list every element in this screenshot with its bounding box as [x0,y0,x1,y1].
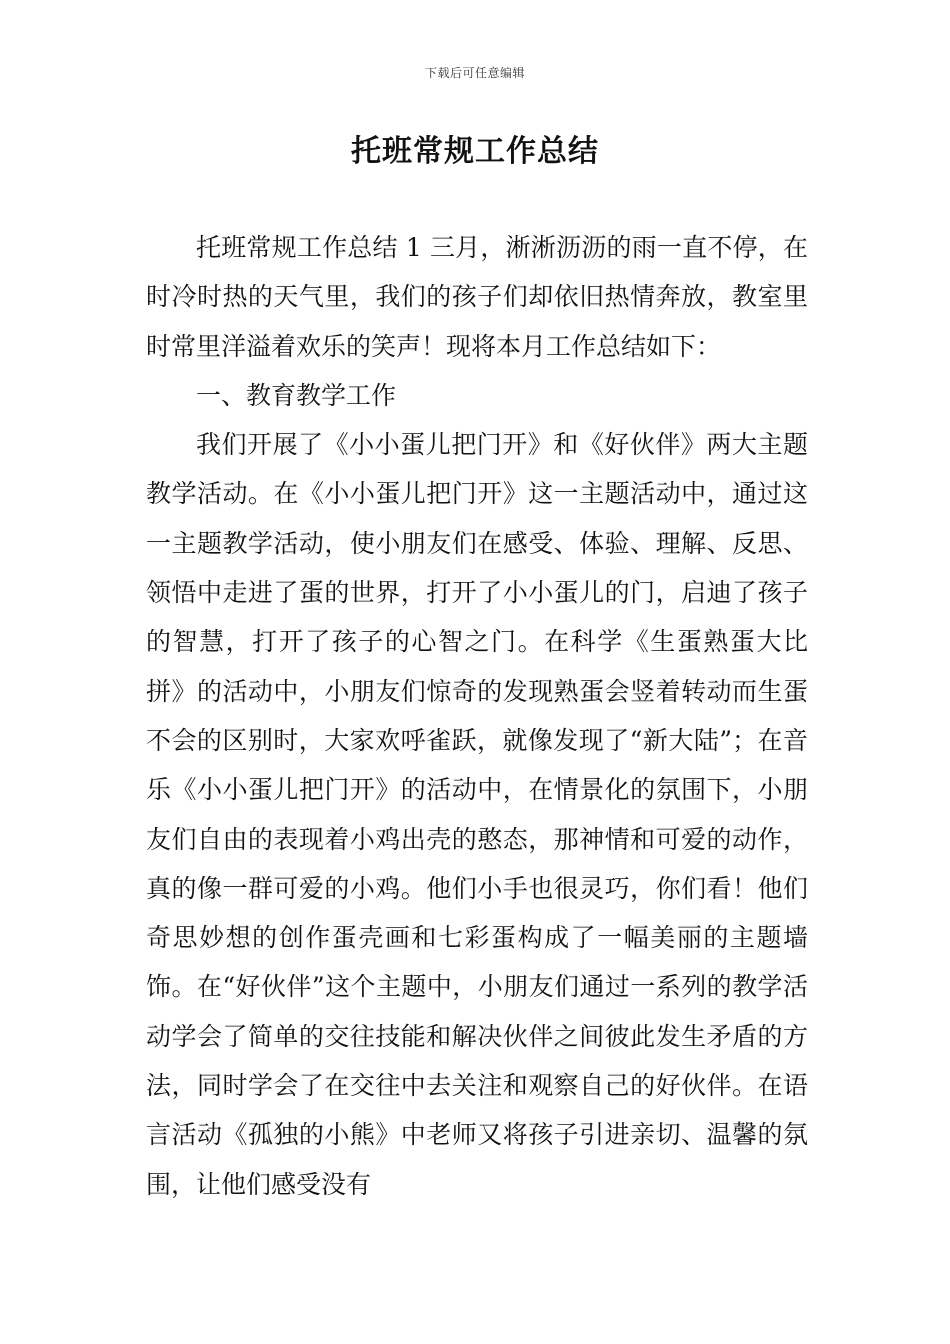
document-title: 托班常规工作总结 [351,134,599,169]
document-body [146,223,808,1209]
section-heading-education: 一、教育教学工作 [196,380,397,410]
paragraph-education-work: 我们开展了《小小蛋儿把门开》和《好伙伴》两大主题教学活动。在《小小蛋儿把门开》这一主题活动中，通过这一主题教学活动，使小朋友们在感受、体验、理解、反思、领悟中走进了蛋的世界，打开了小小蛋儿的门，启迪了孩子的智慧，打开了孩子的心智之门。在科学《生蛋熟蛋大比拼》的活动中，小朋友们惊奇的发现熟蛋会竖着转动而生蛋不会的区别时，大家欢呼雀跃，就像发现了“新大陆”；在音乐《小小蛋儿把门开》的活动中，在情景化的氛围下，小朋友们自由的表现着小鸡出壳的憨态，那神情和可爱的动作，真的像一群可爱的小鸡。他们小手也很灵巧，你们看！他们奇思妙想的创作蛋壳画和七彩蛋构成了一幅美丽的主题墙饰。在“好伙伴”这个主题中，小朋友们通过一系列的教学活动学会了简单的交往技能和解决伙伴之间彼此发生矛盾的方法，同时学会了在交往中去关注和观察自己的好伙伴。在语言活动《孤独的小熊》中老师又将孩子引进亲切、温馨的氛围，让他们感受没有 [146,430,808,1199]
header-note: 下载后可任意编辑 [424,66,525,80]
paragraph-intro: 托班常规工作总结 1 三月，淅淅沥沥的雨一直不停，在时冷时热的天气里，我们的孩子们却依旧热情奔放，教室里时常里洋溢着欢乐的笑声！现将本月工作总结如下： [146,233,808,361]
